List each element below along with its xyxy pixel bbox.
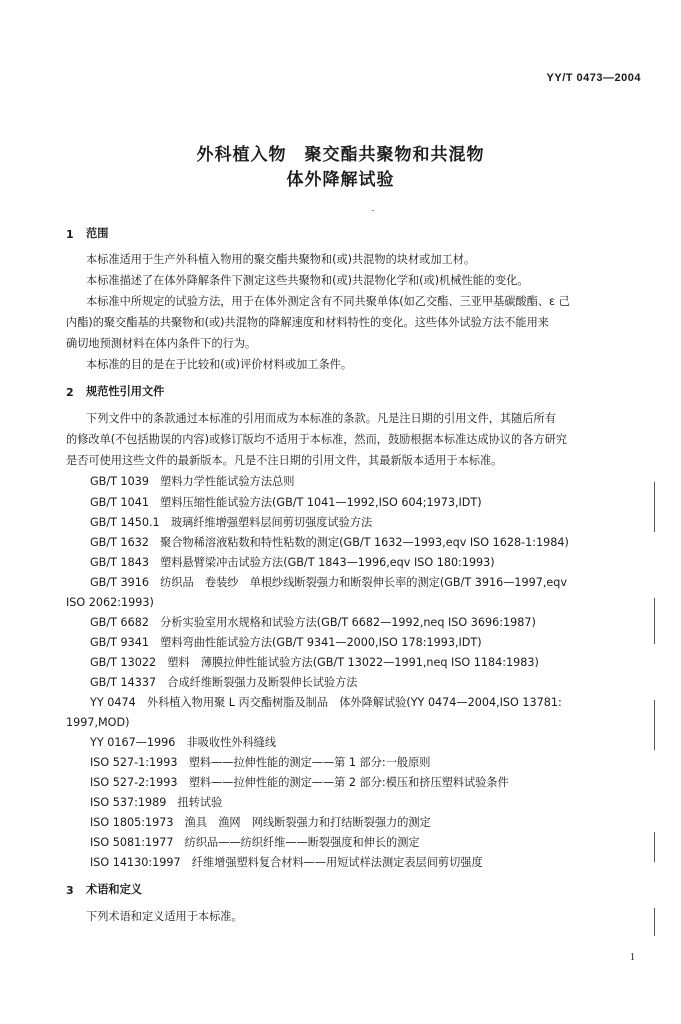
- reference-item: ISO 5081:1977 纺织品——纺织纤维——断裂强度和伸长的测定: [90, 836, 420, 849]
- section-1-para: 本标准描述了在体外降解条件下测定这些共聚物和(或)共混物化学和(或)机械性能的变化。: [86, 274, 529, 287]
- reference-item: GB/T 9341 塑料弯曲性能试验方法(GB/T 9341—2000,ISO 178:1993,IDT): [90, 636, 482, 649]
- reference-item: GB/T 1632 聚合物稀溶液粘数和特性粘数的测定(GB/T 1632—1993,eqv ISO 1628-1:1984): [90, 536, 569, 549]
- reference-item: ISO 527-1:1993 塑料——拉伸性能的测定——第 1 部分:一般原则: [90, 756, 431, 769]
- scan-margin-line: [654, 700, 655, 750]
- scan-mark: [372, 210, 374, 211]
- reference-item: ISO 14130:1997 纤维增强塑料复合材料——用短试样法测定表层间剪切强度: [90, 856, 483, 869]
- reference-item: ISO 527-2:1993 塑料——拉伸性能的测定——第 2 部分:模压和挤压塑料试验条件: [90, 776, 509, 789]
- reference-item: GB/T 1039 塑料力学性能试验方法总则: [90, 475, 295, 488]
- reference-item: GB/T 13022 塑料 薄膜拉伸性能试验方法(GB/T 13022—1991,neq ISO 1184:1983): [90, 656, 539, 669]
- section-1-para: 确切地预测材料在体内条件下的行为。: [66, 337, 257, 350]
- section-1-para: 内酯)的聚交酯基的共聚物和(或)共混物的降解速度和材料特性的变化。这些体外试验方法不能用来: [66, 316, 549, 329]
- page-number: 1: [630, 952, 635, 963]
- reference-item: GB/T 1450.1 玻璃纤维增强塑料层间剪切强度试验方法: [90, 516, 373, 529]
- section-2-number: 2: [66, 386, 74, 399]
- reference-item: 1997,MOD): [66, 716, 130, 729]
- section-1-para: 本标准适用于生产外科植入物用的聚交酯共聚物和(或)共混物的块材或加工材。: [86, 253, 476, 266]
- reference-item: YY 0474 外科植入物用聚 L 丙交酯树脂及制品 体外降解试验(YY 0474—2004,ISO 13781:: [90, 696, 562, 709]
- standard-code: YY/T 0473—2004: [546, 72, 641, 84]
- reference-item: GB/T 1843 塑料悬臂梁冲击试验方法(GB/T 1843—1996,eqv ISO 180:1993): [90, 556, 495, 569]
- reference-item: ISO 2062:1993): [66, 596, 154, 609]
- reference-item: ISO 1805:1973 渔具 渔网 网线断裂强力和打结断裂强力的测定: [90, 816, 431, 829]
- reference-item: ISO 537:1989 扭转试验: [90, 796, 223, 809]
- section-1-number: 1: [66, 228, 74, 241]
- scan-margin-line: [654, 832, 655, 862]
- section-3-para: 下列术语和定义适用于本标准。: [86, 910, 243, 923]
- document-title-line-1: 外科植入物 聚交酯共聚物和共混物: [196, 145, 485, 165]
- section-1-para: 本标准的目的是在于比较和(或)评价材料或加工条件。: [86, 358, 353, 371]
- scan-margin-line: [654, 908, 655, 936]
- document-title-line-2: 体外降解试验: [286, 170, 395, 190]
- section-1-para: 本标准中所规定的试验方法，用于在体外测定含有不同共聚单体(如乙交酯、三亚甲基碳酸酯、ε 己: [86, 295, 570, 308]
- scan-margin-line: [654, 482, 655, 532]
- scan-margin-line: [654, 598, 655, 644]
- section-2-intro: 是否可使用这些文件的最新版本。凡是不注日期的引用文件，其最新版本适用于本标准。: [66, 454, 503, 467]
- reference-item: GB/T 6682 分析实验室用水规格和试验方法(GB/T 6682—1992,neq ISO 3696:1987): [90, 616, 536, 629]
- section-2-intro: 下列文件中的条款通过本标准的引用而成为本标准的条款。凡是注日期的引用文件，其随后所有: [86, 412, 556, 425]
- reference-item: GB/T 3916 纺织品 卷装纱 单根纱线断裂强力和断裂伸长率的测定(GB/T 3916—1997,eqv: [90, 576, 568, 589]
- reference-item: GB/T 1041 塑料压缩性能试验方法(GB/T 1041—1992,ISO 604;1973,IDT): [90, 496, 482, 509]
- section-1-heading: 范围: [86, 227, 109, 240]
- reference-item: GB/T 14337 合成纤维断裂强力及断裂伸长试验方法: [90, 676, 358, 689]
- section-2-intro: 的修改单(不包括勘误的内容)或修订版均不适用于本标准，然而，鼓励根据本标准达成协议的各方研究: [66, 433, 567, 446]
- section-2-heading: 规范性引用文件: [86, 385, 165, 398]
- section-3-heading: 术语和定义: [86, 883, 142, 896]
- section-3-number: 3: [66, 884, 74, 897]
- reference-item: YY 0167—1996 非吸收性外科缝线: [90, 736, 277, 749]
